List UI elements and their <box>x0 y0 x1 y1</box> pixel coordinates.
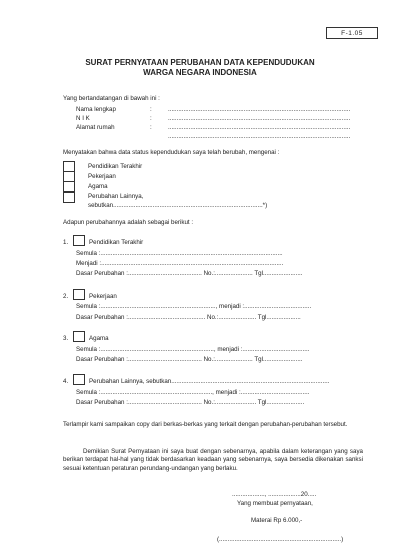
section3-number: 3. <box>63 335 69 342</box>
section4-checkbox[interactable] <box>73 374 85 385</box>
section2-number: 2. <box>63 293 69 300</box>
signature-maker-label: Yang membuat pernyataan, <box>237 500 313 507</box>
section1-number: 1. <box>63 239 69 246</box>
checkbox-lainnya[interactable] <box>63 192 75 203</box>
section4-title[interactable]: Perubahan Lainnya, sebutkan............................................................................................ <box>89 378 330 385</box>
form-code-box <box>326 27 378 39</box>
section1-menjadi[interactable]: Menjadi :.......................................................................................................... <box>76 260 284 267</box>
checklist-item-agama: Agama <box>88 183 108 190</box>
section3-title: Agama <box>89 335 109 342</box>
checklist-boxes <box>63 161 75 203</box>
intro-text: Yang bertandatangan di bawah ini : <box>63 95 160 102</box>
signature-name-line[interactable]: (.......................................................................) <box>217 536 344 543</box>
section3-dasar[interactable]: Dasar Perubahan :........................................... No.:...................... Tgl....................... <box>76 356 303 363</box>
section4-semula[interactable]: Semula :................................................................., menjadi :........................................ <box>76 389 310 396</box>
name-colon: : <box>150 106 152 113</box>
section3-semula[interactable]: Semula :.................................................................., menjadi :....................................... <box>76 346 310 353</box>
document-title-line1: SURAT PERNYATAAN PERUBAHAN DATA KEPENDUDUKAN <box>85 58 315 67</box>
section3-checkbox[interactable] <box>73 331 85 342</box>
document-title-line2: WARGA NEGARA INDONESIA <box>143 68 257 77</box>
checklist-item-sebutkan[interactable]: sebutkan.......................................................................................*) <box>88 202 268 209</box>
checklist-item-lainnya: Perubahan Lainnya, <box>88 193 144 200</box>
signature-place-date[interactable]: ..................., ...................20..... <box>232 491 317 498</box>
nik-field[interactable]: .......................................................................................................... <box>168 115 351 122</box>
address-field-line2[interactable]: .......................................................................................................... <box>168 133 351 140</box>
stamp-label: Materai Rp 6.000,- <box>251 517 303 524</box>
address-colon: : <box>150 124 152 131</box>
section1-dasar[interactable]: Dasar Perubahan :........................................... No.:...................... Tgl....................... <box>76 270 303 277</box>
address-field[interactable]: .......................................................................................................... <box>168 124 351 131</box>
changes-intro: Adapun perubahannya adalah sebagai berikut : <box>63 219 194 226</box>
section1-semula[interactable]: Semula :.......................................................................................................... <box>76 250 283 257</box>
nik-colon: : <box>150 115 152 122</box>
checklist-item-pendidikan: Pendidikan Terakhir <box>88 163 143 170</box>
section4-number: 4. <box>63 378 69 385</box>
name-field[interactable]: .......................................................................................................... <box>168 106 351 113</box>
statement-text: Menyatakan bahwa data status kependudukan saya telah berubah, mengenai : <box>63 149 280 156</box>
section1-title: Pendidikan Terakhir <box>89 239 144 246</box>
name-label: Nama lengkap <box>76 106 116 113</box>
checklist-item-pekerjaan: Pekerjaan <box>88 173 116 180</box>
attachment-paragraph: Terlampir kami sampaikan copy dari berkas-berkas yang terkait dengan perubahan-perubahan tersebut. <box>63 421 348 428</box>
section2-checkbox[interactable] <box>73 289 85 300</box>
section2-semula[interactable]: Semula :..................................................................., menjadi :....................................... <box>76 303 312 310</box>
form-code: F-1.05 <box>341 29 363 37</box>
section4-dasar[interactable]: Dasar Perubahan :........................................... No.:........................ Tgl...................... <box>76 399 305 406</box>
section2-dasar[interactable]: Dasar Perubahan :............................................. No.:...................... Tgl.................... <box>76 314 301 321</box>
closing-paragraph: Demikian Surat Pernyataan ini saya buat dengan sebenarnya, apabila dalam keterangan yang saya berikan terdapat hal-hal yang tidak berdasarkan keadaan yang sebenarnya, saya bersedia dikenakan sanksi sesuai ketentuan peraturan perundang-undangan yang berlaku. <box>63 448 363 472</box>
section2-title: Pekerjaan <box>89 293 117 300</box>
nik-label: N I K <box>76 115 90 122</box>
address-label: Alamat rumah <box>76 124 115 131</box>
section1-checkbox[interactable] <box>73 235 85 246</box>
